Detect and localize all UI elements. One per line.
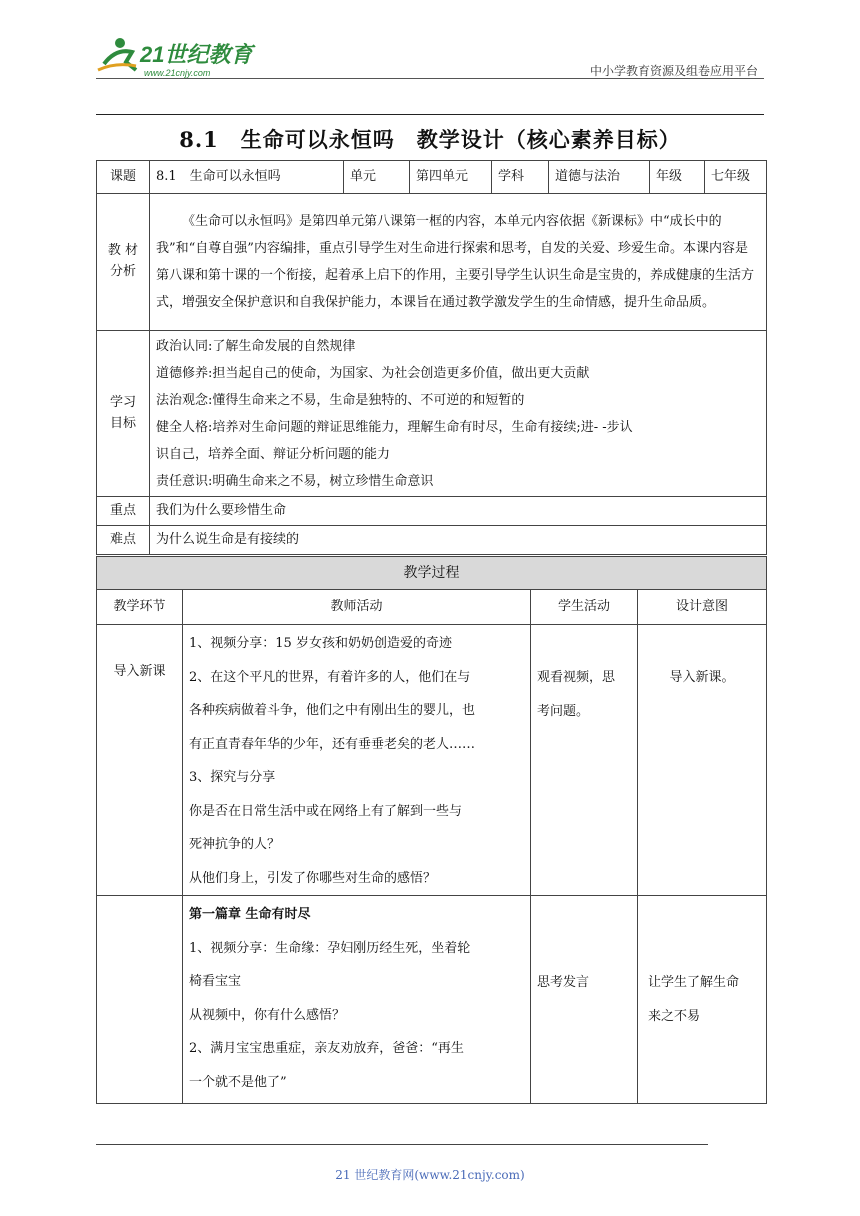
key-point-text: 我们为什么要珍惜生命 bbox=[150, 497, 767, 526]
analysis-text: 《生命可以永恒吗》是第四单元第八课第一框的内容，本单元内容依据《新课标》中“成长中的我”和“自尊自强”内容编排，重点引导学生对生命进行探索和思考，自发的关爱、珍爱生命。本课内容是第八课和第十课的一个衔接，起着承上启下的作用，主要引导学生认识生命是宝贵的，养成健康的生活方式，增强安全保护意识和自我保护能力，本课旨在通过教学激发学生的生命情感，提升生命品质。 bbox=[150, 194, 767, 331]
process-row-chapter1 bbox=[97, 896, 767, 1104]
unit-label: 单元 bbox=[344, 161, 410, 194]
analysis-row bbox=[97, 194, 767, 331]
key-point-label: 重点 bbox=[97, 497, 150, 526]
grade-value: 七年级 bbox=[705, 161, 767, 194]
activity-line: 2、满月宝宝患重症，亲友劝放弃，爸爸：“再生 bbox=[189, 1041, 464, 1056]
student-activity: 观看视频，思 考问题。 bbox=[531, 625, 638, 896]
stage-cell: 导入新课 bbox=[97, 625, 183, 896]
analysis-label: 教 材 分析 bbox=[97, 194, 150, 331]
objectives-row bbox=[97, 331, 767, 497]
objective-line: 政治认同:了解生命发展的自然规律 bbox=[156, 338, 356, 354]
platform-name: 中小学教育资源及组卷应用平台 bbox=[589, 64, 758, 78]
student-activity: 思考发言 bbox=[531, 896, 638, 1104]
activity-line: 有正直青春年华的少年，还有垂垂老矣的老人…… bbox=[189, 736, 476, 752]
teacher-activity bbox=[183, 625, 531, 896]
page-header bbox=[96, 30, 764, 82]
objectives-list bbox=[150, 331, 767, 497]
column-header: 学生活动 bbox=[531, 590, 638, 625]
info-row bbox=[97, 161, 767, 194]
activity-line: 从视频中，你有什么感悟？ bbox=[189, 1007, 346, 1023]
unit-value: 第四单元 bbox=[410, 161, 492, 194]
title-divider bbox=[96, 114, 764, 115]
teacher-activity bbox=[183, 896, 531, 1104]
difficulty-row bbox=[97, 526, 767, 555]
objective-line: 道德修养:担当起自己的使命，为国家、为社会创造更多价值，做出更大贡献 bbox=[156, 365, 590, 381]
activity-line: 1、视频分享：15 岁女孩和奶奶创造爱的奇迹 bbox=[189, 636, 452, 651]
process-row-intro bbox=[97, 625, 767, 896]
design-intent: 让学生了解生命 来之不易 bbox=[638, 896, 767, 1104]
svg-text:21世纪教育: 21世纪教育 bbox=[140, 42, 253, 67]
column-header: 设计意图 bbox=[638, 590, 767, 625]
column-header: 教学环节 bbox=[97, 590, 183, 625]
topic-label: 课题 bbox=[97, 161, 150, 194]
objective-line: 法治观念:懂得生命来之不易，生命是独特的、不可逆的和短暂的 bbox=[156, 392, 525, 408]
design-intent: 导入新课。 bbox=[638, 625, 767, 896]
key-point-row bbox=[97, 497, 767, 526]
difficulty-label: 难点 bbox=[97, 526, 150, 555]
activity-line: 椅看宝宝 bbox=[189, 974, 242, 989]
stage-cell bbox=[97, 896, 183, 1104]
page-title: 8.1 生命可以永恒吗 教学设计（核心素养目标） bbox=[179, 127, 681, 152]
objective-line: 识自己，培养全面、辩证分析问题的能力 bbox=[156, 446, 391, 462]
process-heading: 教学过程 bbox=[97, 557, 767, 590]
activity-line: 你是否在日常生活中或在网络上有了解到一些与 bbox=[189, 803, 463, 819]
activity-line: 2、在这个平凡的世界，有着许多的人，他们在与 bbox=[189, 669, 471, 685]
chapter-heading: 第一篇章 生命有时尽 bbox=[189, 907, 311, 922]
process-header-row bbox=[97, 590, 767, 625]
process-heading-row bbox=[97, 557, 767, 590]
difficulty-text: 为什么说生命是有接续的 bbox=[150, 526, 767, 555]
subject-label: 学科 bbox=[492, 161, 549, 194]
subject-value: 道德与法治 bbox=[549, 161, 650, 194]
footer-divider bbox=[96, 1144, 708, 1145]
footer-text: 21 世纪教育网(www.21cnjy.com) bbox=[335, 1168, 525, 1182]
svg-text:www.21cnjy.com: www.21cnjy.com bbox=[144, 68, 211, 78]
objective-line: 健全人格:培养对生命问题的辩证思维能力，理解生命有时尽，生命有接续;进- -步认 bbox=[156, 419, 633, 435]
site-logo bbox=[96, 36, 266, 80]
activity-line: 从他们身上，引发了你哪些对生命的感悟？ bbox=[189, 870, 437, 886]
activity-line: 死神抗争的人？ bbox=[189, 837, 281, 852]
activity-line: 一个就不是他了” bbox=[189, 1074, 287, 1090]
objectives-label: 学习 目标 bbox=[97, 331, 150, 497]
activity-line: 3、探究与分享 bbox=[189, 770, 276, 785]
column-header: 教师活动 bbox=[183, 590, 531, 625]
objective-line: 责任意识:明确生命来之不易，树立珍惜生命意识 bbox=[156, 473, 434, 489]
grade-label: 年级 bbox=[650, 161, 705, 194]
header-divider bbox=[96, 78, 764, 79]
lesson-info-table bbox=[96, 160, 767, 555]
teaching-process-table bbox=[96, 556, 767, 1104]
activity-line: 各种疾病做着斗争，他们之中有刚出生的婴儿，也 bbox=[189, 703, 476, 718]
activity-line: 1、视频分享：生命缘：孕妇刚历经生死，坐着轮 bbox=[189, 940, 471, 956]
topic-value: 8.1 生命可以永恒吗 bbox=[150, 161, 344, 194]
